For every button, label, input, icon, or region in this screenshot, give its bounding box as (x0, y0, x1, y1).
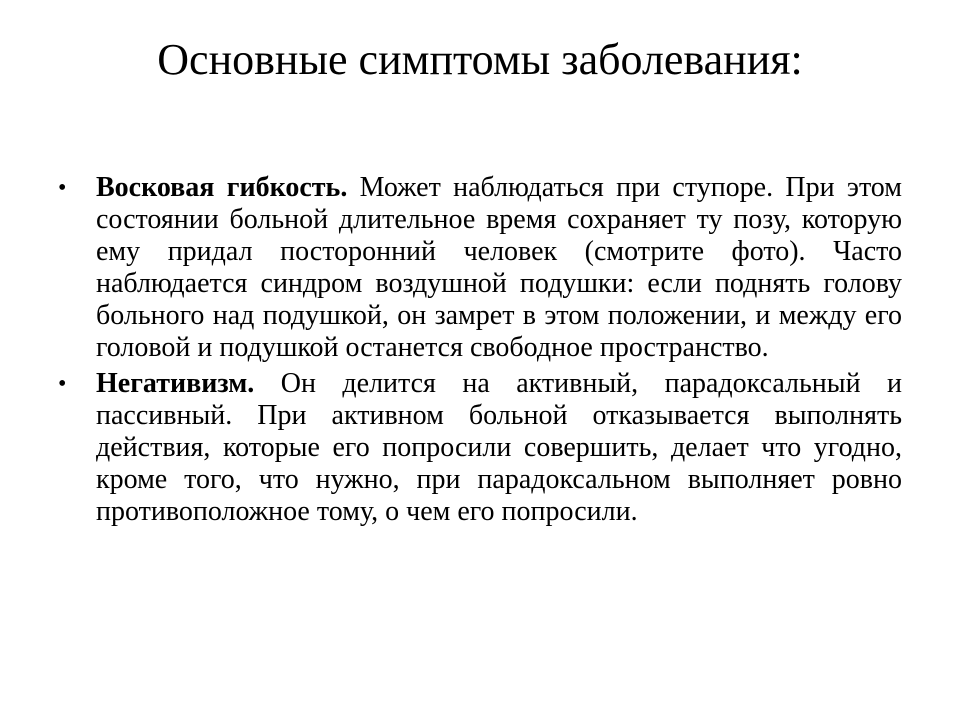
slide-title: Основные симптомы заболевания: (157, 35, 803, 84)
bullet-dot-icon: • (58, 371, 67, 397)
bullet-item-negativism (58, 368, 902, 528)
bullet-text: Может наблюдаться при ступоре. При этом состоянии больной длительное время сохраняет ту позу, которую ему придал посторонний человек (смотрите фото). Часто наблюдается синдром воздушной подушки: если поднять голову больного над подушкой, он замрет в этом положении, и между его головой и подушкой останется свободное пространство. (96, 172, 902, 363)
bullet-term: Восковая гибкость. (96, 172, 348, 203)
bullet-dot-icon: • (58, 175, 67, 201)
bullet-item-waxy-flexibility (58, 172, 902, 364)
bullet-text: Он делится на активный, парадоксальный и пассивный. При активном больной отказывается выполнять действия, которые его попросили совершить, делает что угодно, кроме того, что нужно, при парадоксальном выполняет ровно противоположное тому, о чем его попросили. (96, 368, 902, 527)
bullet-term: Негативизм. (96, 368, 255, 399)
bullet-list (58, 172, 902, 532)
